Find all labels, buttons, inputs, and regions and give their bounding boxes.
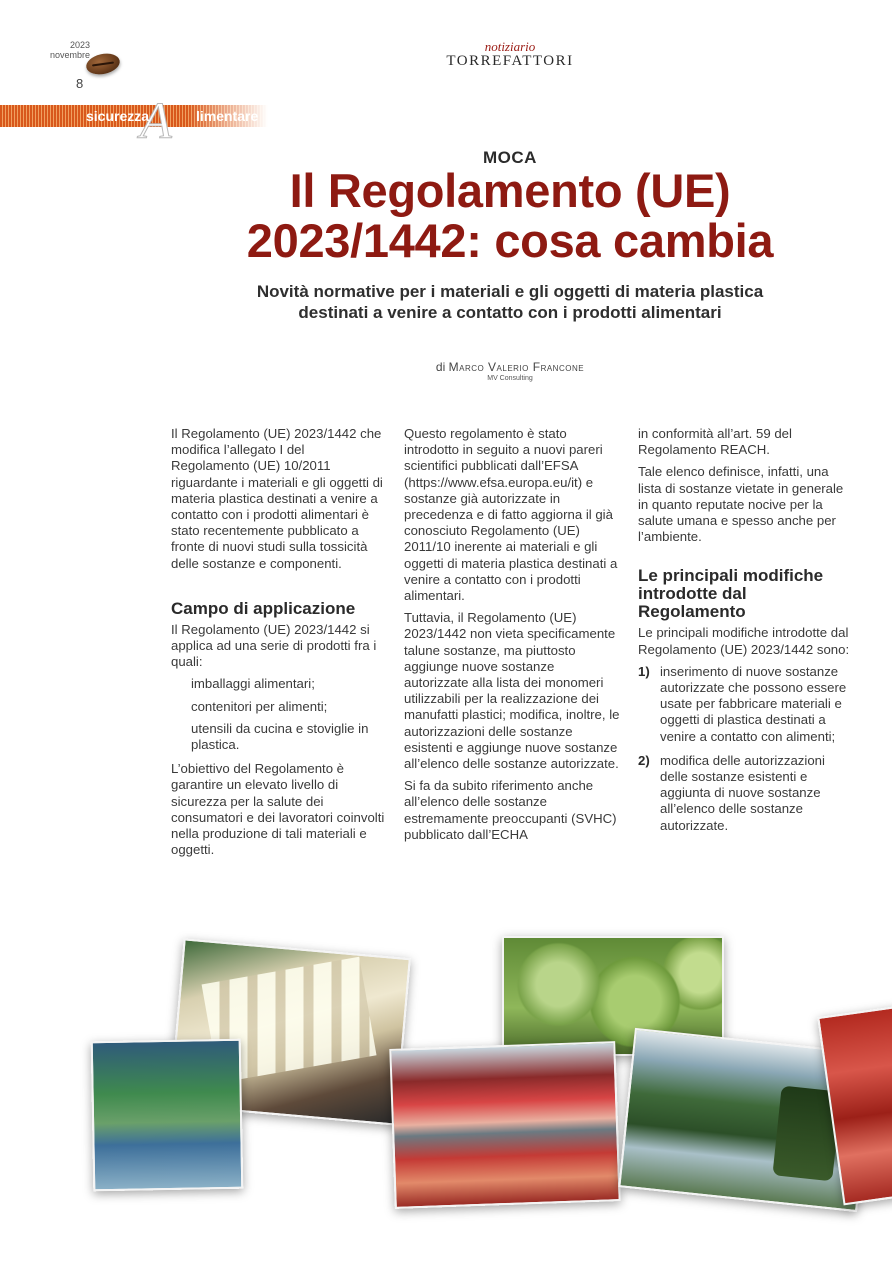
section-initial-letter: A bbox=[140, 93, 172, 150]
list-item bbox=[638, 664, 854, 745]
list-item bbox=[638, 753, 854, 834]
list-text: inserimento di nuove sostanze autorizzate che possono essere usate per fabbricare materiali e oggetti di plastica destinati a venire a contatto con alimenti; bbox=[660, 663, 847, 744]
title-line-2: 2023/1442: cosa cambia bbox=[246, 214, 774, 267]
issue-year: 2023 bbox=[69, 40, 90, 50]
changes-list bbox=[638, 664, 854, 834]
article-subtitle bbox=[160, 281, 860, 323]
photo-tomato-trays bbox=[389, 1041, 620, 1209]
section-label-left: sicurezza bbox=[86, 108, 150, 124]
masthead bbox=[420, 40, 600, 69]
list-item: utensili da cucina e stoviglie in plastica. bbox=[191, 720, 369, 753]
paragraph: Tuttavia, il Regolamento (UE) 2023/1442 non vieta specificamente talune sostanze, ma piuttosto aggiunge nuove sostanze autorizzate alla lista dei monomeri utilizzabili per la realizzazione dei manufatti plastici; modifica, inoltre, le autorizzazioni delle sostanze esistenti e aggiunge nuove sostanze all’elenco delle sostanze autorizzate. bbox=[404, 610, 620, 772]
paragraph: Tale elenco definisce, infatti, una lista di sostanze vietate in generale in quanto reputate nocive per la salute umana e spesso anche per l’ambiente. bbox=[638, 464, 844, 545]
byline-prefix: di bbox=[435, 360, 446, 374]
body-column-2 bbox=[404, 426, 620, 849]
subtitle-line-2: destinati a venire a contatto con i prodotti alimentari bbox=[298, 303, 722, 322]
paragraph: Il Regolamento (UE) 2023/1442 che modifica l’allegato I del Regolamento (UE) 10/2011 riguardante i materiali e gli oggetti di materia plastica destinati a venire a contatto con i prodotti alimentari è stato recentemente pubblicato a fronte di nuovi studi sulla tossicità delle sostanze e componenti. bbox=[171, 426, 383, 571]
author-affiliation: MV Consulting bbox=[487, 375, 533, 382]
title-line-1: Il Regolamento (UE) bbox=[289, 164, 731, 217]
section-heading: Campo di applicazione bbox=[171, 598, 356, 618]
list-number: 2) bbox=[638, 752, 650, 768]
paragraph: Le principali modifiche introdotte dal Regolamento (UE) 2023/1442 sono: bbox=[638, 625, 850, 657]
paragraph: L’obiettivo del Regolamento è garantire un elevato livello di sicurezza per la salute dei consumatori e dei lavoratori coinvolti nella produzione di tali materiali e oggetti. bbox=[171, 761, 385, 858]
photo-salad-shelf bbox=[91, 1039, 244, 1192]
article-kicker: MOCA bbox=[483, 148, 537, 167]
subtitle-line-1: Novità normative per i materiali e gli oggetti di materia plastica bbox=[256, 282, 764, 301]
paragraph: Il Regolamento (UE) 2023/1442 si applica ad una serie di prodotti fra i quali: bbox=[171, 621, 377, 670]
issue-date bbox=[40, 40, 90, 60]
body-column-1 bbox=[171, 426, 385, 864]
body-column-3 bbox=[638, 426, 854, 842]
list-item: imballaggi alimentari; bbox=[191, 676, 315, 692]
author-name: Marco Valerio Francone bbox=[448, 360, 585, 374]
product-list bbox=[191, 676, 385, 753]
paragraph: in conformità all’art. 59 del Regolamento REACH. bbox=[638, 426, 792, 458]
byline bbox=[0, 360, 892, 374]
masthead-top: notiziario bbox=[484, 39, 536, 54]
page-number: 8 bbox=[76, 76, 84, 91]
paragraph: Questo regolamento è stato introdotto in seguito a nuovi pareri scientifici pubblicati dall’EFSA (https://www.efsa.europa.eu/it) e sostanze già autorizzate in precedenza e di fatto aggiorna il già conosciuto Regolamento (UE) 2011/10 inerente ai materiali e gli oggetti di materia plastica destinati a venire a contatto con i prodotti alimentari. bbox=[404, 426, 618, 604]
article-title bbox=[160, 166, 860, 266]
list-item: contenitori per alimenti; bbox=[191, 698, 328, 714]
list-number: 1) bbox=[638, 663, 650, 679]
masthead-title: TORREFATTORI bbox=[446, 53, 574, 69]
section-heading: Le principali modifiche introdotte dal Regolamento bbox=[638, 566, 824, 622]
list-text: modifica delle autorizzazioni delle sostanze esistenti e aggiunta di nuove sostanze all’elenco delle sostanze autorizzate. bbox=[660, 752, 825, 833]
issue-month: novembre bbox=[49, 50, 90, 60]
section-label-right: limentare bbox=[196, 108, 259, 124]
paragraph: Si fa da subito riferimento anche all’elenco delle sostanze estremamente preoccupanti (SVHC) pubblicato dall’ECHA bbox=[404, 778, 617, 842]
